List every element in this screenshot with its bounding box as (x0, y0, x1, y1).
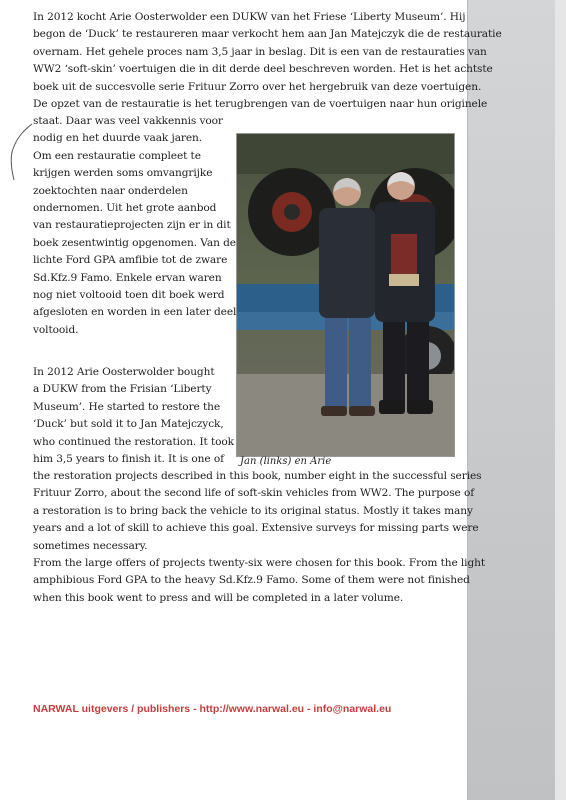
text-line: years and a lot of skill to achieve this goal. Extensive surveys for missing parts were (33, 522, 479, 535)
text-line: voltooid. (33, 323, 79, 336)
english-paragraph-narrow (33, 364, 234, 468)
page-edge (555, 0, 566, 800)
text-line: ondernomen. Uit het grote aanbod (33, 201, 217, 214)
text-line: From the large offers of projects twenty-six were chosen for this book. From the light (33, 556, 486, 569)
text-line: boek zesentwintig opgenomen. Van de (33, 236, 236, 249)
cover-photo (236, 133, 455, 457)
text-line: Sd.Kfz.9 Famo. Enkele ervan waren (33, 271, 222, 284)
photo-caption: Jan (links) en Arie (240, 456, 332, 467)
text-line: In 2012 kocht Arie Oosterwolder een DUKW van het Friese ‘Liberty Museum’. Hij (33, 11, 466, 23)
text-line: ‘Duck’ but sold it to Jan Matejczyck, (33, 418, 224, 431)
dutch-paragraph-full (33, 9, 502, 113)
photo-illustration (237, 134, 454, 456)
text-line: Om een restauratie compleet te (33, 149, 201, 162)
text-line: the restoration projects described in this book, number eight in the successful series (33, 470, 482, 482)
text-line: him 3,5 years to finish it. It is one of (33, 452, 224, 465)
cover-spine (467, 0, 556, 800)
text-line: WW2 ‘soft-skin’ voertuigen die in dit derde deel beschreven worden. Het is het achtste (33, 63, 493, 76)
text-line: when this book went to press and will be completed in a later volume. (33, 591, 404, 604)
text-line: begon de ‘Duck’ te restaureren maar verkocht hem aan Jan Matejczyk die de restauratie (33, 28, 502, 41)
text-line: van restauratieprojecten zijn er in dit (33, 219, 231, 232)
text-line: nog niet voltooid toen dit boek werd (33, 288, 225, 301)
text-line: Museum’. He started to restore the (33, 400, 221, 413)
dutch-paragraph-narrow (33, 113, 236, 339)
text-line: amphibious Ford GPA to the heavy Sd.Kfz.9 Famo. Some of them were not finished (33, 574, 470, 587)
text-line: In 2012 Arie Oosterwolder bought (33, 366, 215, 378)
text-line: De opzet van de restauratie is het terugbrengen van de voertuigen naar hun originele (33, 97, 488, 110)
text-line: sometimes necessary. (33, 539, 148, 552)
text-line: zoektochten naar onderdelen (33, 184, 188, 197)
pen-mark-icon (6, 122, 36, 182)
text-line: overnam. Het gehele proces nam 3,5 jaar in beslag. Dit is een van de restauraties van (33, 45, 487, 58)
text-line: boek uit de succesvolle serie Frituur Zorro over het hergebruik van deze voertuigen. (33, 80, 482, 93)
publisher-footer: NARWAL uitgevers / publishers - http://www.narwal.eu - info@narwal.eu (33, 703, 392, 715)
text-line: nodig en het duurde vaak jaren. (33, 132, 203, 145)
text-line: who continued the restoration. It took (33, 435, 235, 448)
text-line: krijgen werden soms omvangrijke (33, 167, 213, 180)
text-line: afgesloten en worden in een later deel (33, 306, 237, 319)
text-line: a restoration is to bring back the vehicle to its original status. Mostly it takes many (33, 504, 473, 517)
text-line: staat. Daar was veel vakkennis voor (33, 115, 223, 127)
text-line: Frituur Zorro, about the second life of soft-skin vehicles from WW2. The purpose of (33, 487, 475, 500)
text-line: lichte Ford GPA amfibie tot de zware (33, 254, 228, 267)
text-line: a DUKW from the Frisian ‘Liberty (33, 383, 212, 396)
english-paragraph-full (33, 468, 485, 607)
